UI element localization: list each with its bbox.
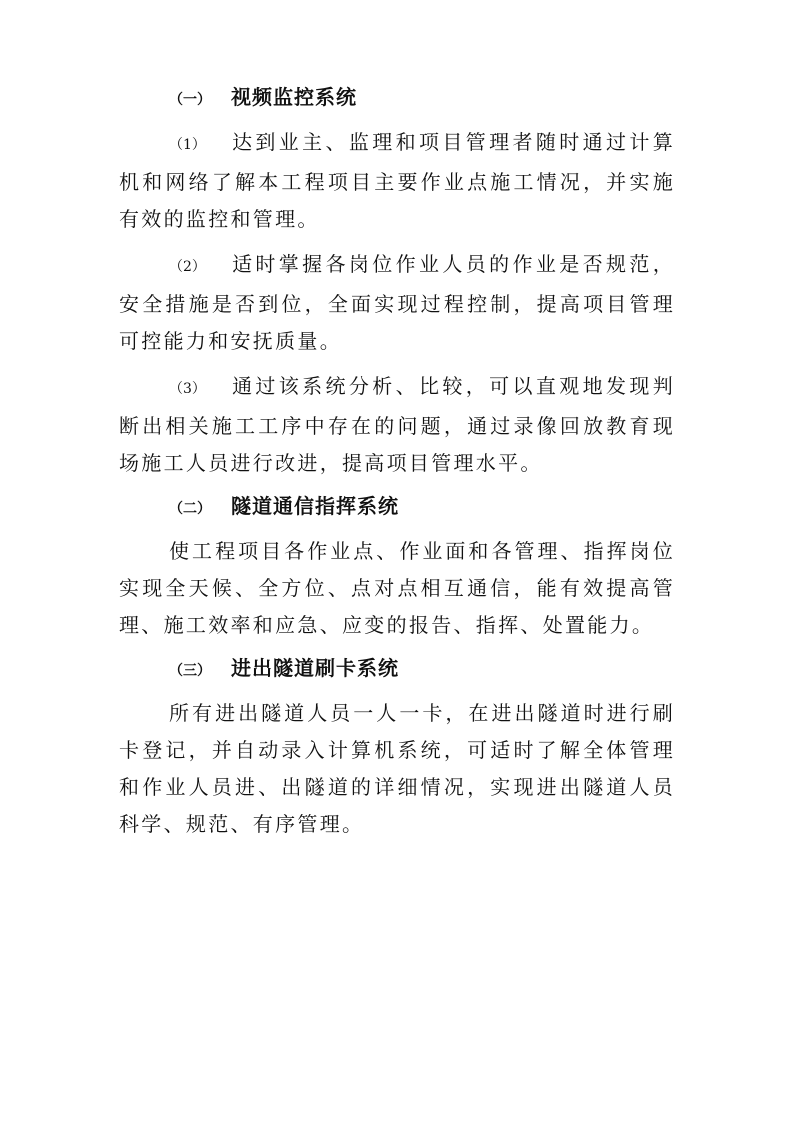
item-number: （3） (169, 381, 206, 397)
paragraph-1-2 (119, 246, 675, 360)
item-number: （1） (169, 137, 206, 153)
section-number: （三） (169, 663, 211, 679)
section-number: （一） (169, 92, 211, 108)
paragraph-1-1 (119, 124, 675, 238)
item-number: （2） (169, 259, 206, 275)
section-heading-3 (119, 655, 675, 684)
paragraph-3: 所有进出隧道人员一人一卡，在进出隧道时进行刷卡登记，并自动录入计算机系统，可适时了解全体管理和作业人员进、出隧道的详细情况，实现进出隧道人员科学、规范、有序管理。 (119, 701, 675, 836)
section-heading-2 (119, 493, 675, 522)
paragraph-1-3 (119, 368, 675, 482)
paragraph-text: 通过该系统分析、比较，可以直观地发现判断出相关施工工序中存在的问题，通过录像回放教育现场施工人员进行改进，提高项目管理水平。 (119, 374, 675, 475)
paragraph-text: 达到业主、监理和项目管理者随时通过计算机和网络了解本工程项目主要作业点施工情况，并实施有效的监控和管理。 (119, 130, 675, 231)
section-title: 进出隧道刷卡系统 (231, 656, 399, 680)
section-number: （二） (169, 501, 211, 517)
section-title: 隧道通信指挥系统 (231, 494, 399, 518)
section-heading-1 (119, 84, 675, 113)
document-page (119, 84, 675, 843)
paragraph-text: 适时掌握各岗位作业人员的作业是否规范，安全措施是否到位，全面实现过程控制，提高项目管理可控能力和安抚质量。 (119, 252, 675, 353)
paragraph-2: 使工程项目各作业点、作业面和各管理、指挥岗位实现全天候、全方位、点对点相互通信，能有效提高管理、施工效率和应急、应变的报告、指挥、处置能力。 (119, 539, 675, 637)
section-title: 视频监控系统 (231, 85, 357, 109)
